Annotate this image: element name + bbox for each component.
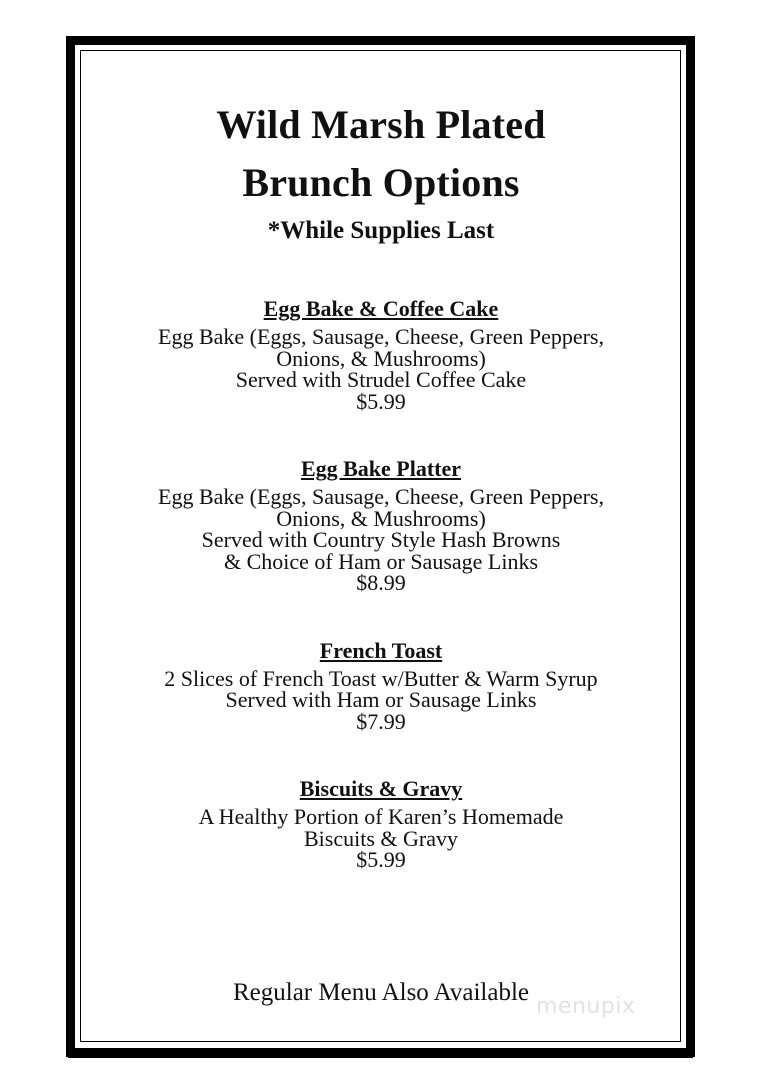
section-title: French Toast	[319, 637, 443, 663]
section-title: Egg Bake Platter	[300, 456, 462, 481]
watermark: menupix	[536, 994, 636, 1019]
section-price: $8.99	[356, 570, 406, 595]
section-line: Onions, & Mushrooms)	[276, 345, 486, 371]
frame-right-bar	[686, 62, 695, 1034]
section-line: & Choice of Ham or Sausage Links	[223, 548, 539, 574]
section-title: Egg Bake & Coffee Cake	[263, 296, 499, 321]
section-line: A Healthy Portion of Karen’s Homemade	[198, 804, 564, 829]
menu-section-french-toast	[90, 638, 672, 733]
frame-top-bar	[92, 36, 670, 45]
section-line: Egg Bake (Eggs, Sausage, Cheese, Green Peppers,	[158, 484, 604, 509]
frame-left-bar	[66, 62, 75, 1034]
section-price: $5.99	[356, 847, 406, 872]
menu-section-egg-bake-platter	[90, 456, 672, 594]
frame-corner-bottom-right	[669, 1031, 695, 1057]
section-line: Egg Bake (Eggs, Sausage, Cheese, Green Peppers,	[158, 324, 604, 349]
menu-content	[90, 96, 672, 871]
section-price: $5.99	[356, 388, 406, 414]
section-price: $7.99	[356, 708, 406, 734]
frame-bottom-bar	[92, 1048, 670, 1057]
frame-corner-bottom-left	[66, 1031, 92, 1057]
section-line: Biscuits & Gravy	[304, 825, 458, 851]
frame-corner-top-left	[66, 36, 92, 62]
section-title: Biscuits & Gravy	[299, 776, 463, 801]
menu-title-line-2: Brunch Options	[242, 160, 520, 205]
menu-section-egg-bake-coffee-cake	[90, 296, 672, 412]
menu-title-line-1: Wild Marsh Plated	[216, 102, 546, 147]
menu-subtitle: *While Supplies Last	[267, 217, 495, 244]
section-line: Onions, & Mushrooms)	[276, 505, 486, 531]
section-line: Served with Country Style Hash Browns	[201, 527, 561, 552]
menu-section-biscuits-gravy	[90, 776, 672, 871]
section-line: 2 Slices of French Toast w/Butter & Warm Syrup	[164, 665, 598, 691]
frame-corner-top-right	[669, 36, 695, 62]
section-line: Served with Strudel Coffee Cake	[235, 367, 527, 392]
section-line: Served with Ham or Sausage Links	[225, 687, 537, 712]
menu-footer: Regular Menu Also Available	[232, 979, 529, 1006]
